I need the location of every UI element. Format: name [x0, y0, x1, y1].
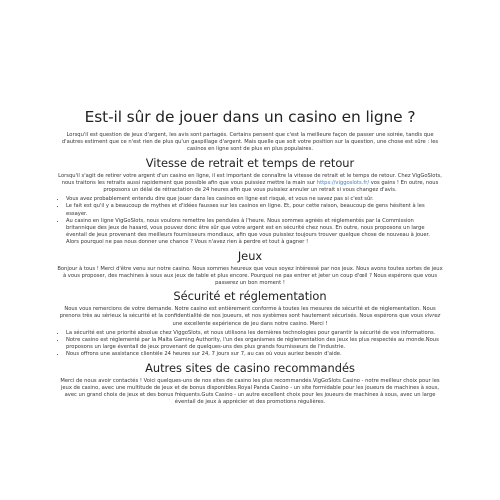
viggoslots-link[interactable]: https://viggoslots.fr/: [316, 179, 370, 186]
section-heading-security: Sécurité et réglementation: [173, 289, 327, 304]
security-list: [56, 330, 444, 359]
section-heading-speed: Vitesse de retrait et temps de retour: [145, 155, 355, 170]
intro-paragraph: Lorsqu'il est question de jeux d'argent, les avis sont partagés. Certains pensent que c'est la meilleure façon de passer une soirée, tandis que d'autres estiment que ce n'est rien de plus qu'un gaspillage d'argent. Mais quelle que soit votre position sur la question, une chose est sûre : les casinos en ligne sont de plus en plus populaires.: [61, 132, 439, 153]
list-item: • Vous avez probablement entendu dire que jouer dans les casinos en ligne est risqué, et vous ne savez pas si c'est sûr.: [66, 196, 444, 203]
security-paragraph: [56, 306, 444, 328]
list-item: • Notre casino est réglementé par la Malta Gaming Authority, l'un des organismes de réglementation des jeux les plus respectés au monde.Nous proposons un large éventail de jeux provenant de quelques-uns des plus grands fournisseurs de l'industrie.: [66, 337, 444, 351]
speed-text-before: Lorsqu'il s'agit de retirer votre argent d'un casino en ligne, il est important de connaître la vitesse de retrait et le temps de retour. Chez VigGoSlots, nous traitons les retraits aussi rapidement que possible afin que vous puissiez mettre la main sur: [58, 172, 442, 186]
section-heading-games: Jeux: [237, 248, 263, 263]
games-paragraph: Bonjour à tous ! Merci d'être venu sur notre casino. Nous sommes heureux que vous soyez intéressé par nos jeux. Nous avons toutes sortes de jeux à vous proposer, des machines à sous aux jeux de table et plus encore. Pourquoi ne pas entrer et jeter un coup d'œil ? Nous espérons que vous passerez un bon moment !: [57, 265, 443, 287]
security-emphasis: vivrez: [424, 313, 441, 320]
section-heading-other-sites: Autres sites de casino recommandés: [145, 360, 355, 375]
speed-list: [56, 196, 444, 246]
security-text-before: Nous vous remercions de votre demande. Notre casino est entièrement conforme à toutes les mesures de sécurité et de réglementation. Nous prenons très au sérieux la sécurité et la confidentialité de nos joueurs, et nos systèmes sont hautement sécurisés. Nous espérons que vous: [59, 306, 436, 320]
security-text-after: une excellente expérience de jeu dans notre casino. Merci !: [172, 320, 328, 327]
page-title: Est-il sûr de jouer dans un casino en ligne ?: [84, 108, 416, 126]
speed-paragraph: [56, 173, 444, 195]
list-item: • La sécurité est une priorité absolue chez ViggoSlots, et nous utilisons les dernières technologies pour garantir la sécurité de vos informations.: [66, 330, 444, 337]
list-item: • Au casino en ligne VigGoSlots, nous voulons remettre les pendules à l'heure. Nous sommes agréés et réglementés par la Commission britannique des jeux de hasard, vous pouvez donc être sûr que votre argent est en sécurité chez nous. En outre, nous proposons un large éventail de jeux provenant des meilleurs fournisseurs mondiaux, afin que vous puissiez toujours trouver quelque chose de nouveau à jouer. Alors pourquoi ne pas nous donner une chance ? Vous n'avez rien à perdre et tout à gagner !: [66, 218, 444, 247]
list-item: • Le fait est qu'il y a beaucoup de mythes et d'idées fausses sur les casinos en ligne. Et, pour cette raison, beaucoup de gens hésitent à les essayer.: [66, 203, 444, 217]
article: [56, 108, 444, 408]
speed-text-after: vos gains ! En outre, nous proposons un délai de rétractation de 24 heures afin que vous puissiez annuler un retrait si vous changez d'avis.: [103, 179, 439, 194]
list-item: • Nous offrons une assistance clientèle 24 heures sur 24, 7 jours sur 7, au cas où vous auriez besoin d'aide.: [66, 351, 444, 358]
other-sites-paragraph: Merci de nous avoir contactés ! Voici quelques-uns de nos sites de casino les plus recommandés.VigGoSlots Casino - notre meilleur choix pour les jeux de casino, avec une multitude de jeux et de bonus disponibles.Royal Panda Casino - un site formidable pour les joueurs de machines à sous, avec un grand choix de jeux et des bonus fréquents.Guts Casino - un autre excellent choix pour les joueurs de machines à sous, avec un large éventail de jeux à apprécier et des promotions régulières.: [60, 377, 440, 406]
